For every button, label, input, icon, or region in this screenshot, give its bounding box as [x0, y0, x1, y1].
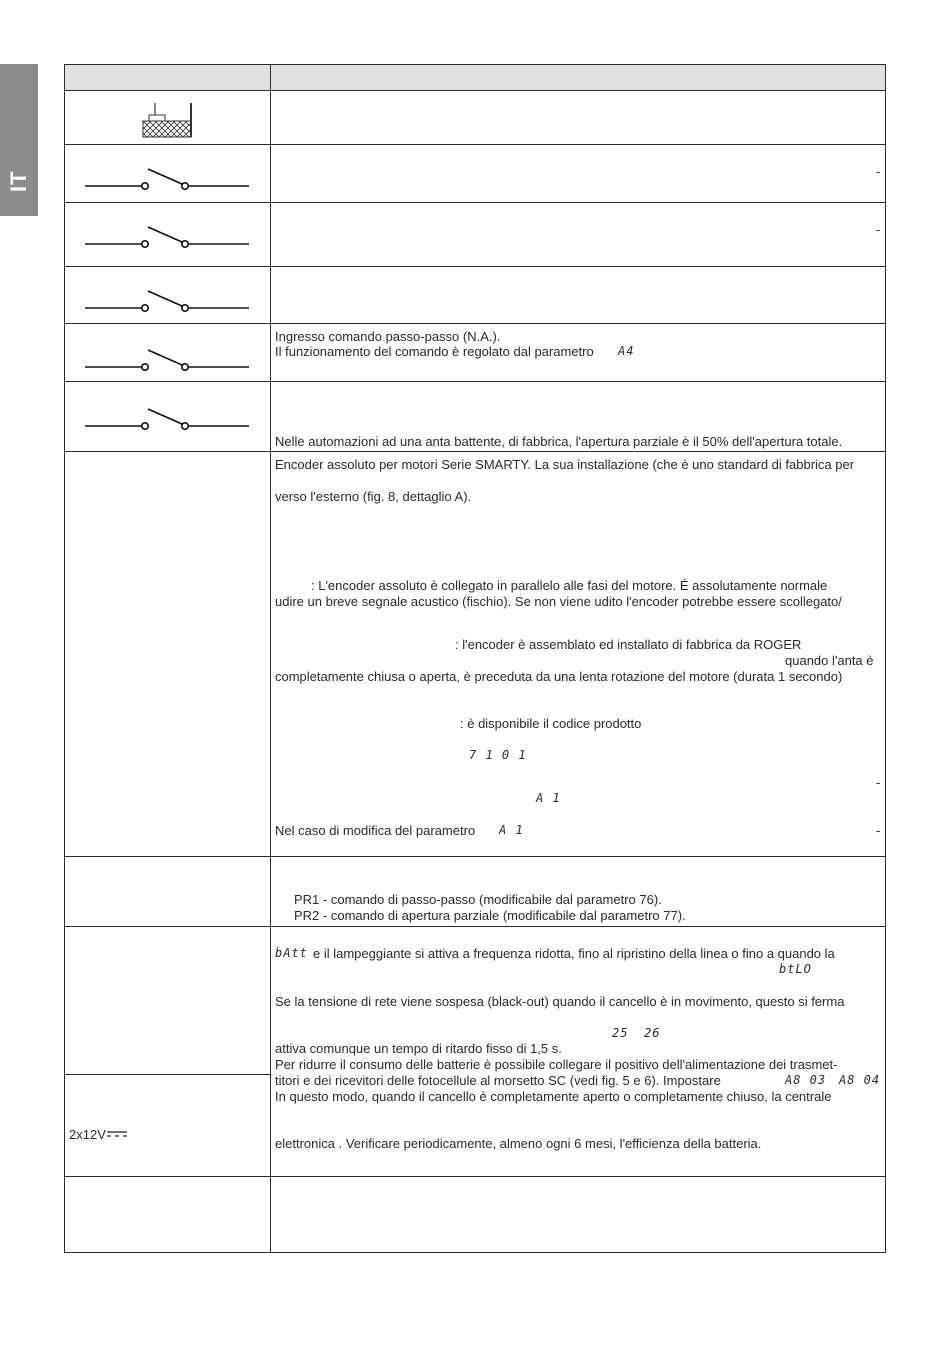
battery-line7: elettronica . Verificare periodicamente, almeno ogni 6 mesi, l'efficienza della batteria.: [275, 1136, 762, 1151]
table-row-desc: [270, 90, 886, 145]
param-code-26: 26: [644, 1026, 661, 1040]
antenna-terminal-icon: [141, 101, 197, 139]
encoder-line7: completamente chiusa o aperta, è preceduta da una lenta rotazione del motore (durata 1 secondo): [275, 669, 843, 684]
table-row-desc: [270, 926, 886, 1177]
switch-no-icon: [85, 348, 251, 370]
trailing-dash: -: [876, 823, 881, 838]
table-row: [64, 323, 271, 382]
table-row: [64, 926, 271, 1075]
table-row: [64, 451, 271, 857]
table-header-left: [64, 64, 271, 91]
battery-line6: In questo modo, quando il cancello è completamente aperto o completamente chiuso, la centrale: [275, 1089, 832, 1104]
param-code-a803: A8 03: [785, 1073, 827, 1087]
partial-desc: Nelle automazioni ad una anta battente, di fabbrica, l'apertura parziale è il 50% dell'apertura totale.: [275, 434, 843, 449]
table-row-desc: [270, 1176, 886, 1253]
battery-line4: Per ridurre il consumo delle batterie è possibile collegare il positivo dell'alimentazione dei trasmet-: [275, 1057, 838, 1072]
product-code: 7 1 0 1: [469, 748, 527, 762]
display-code-batt: bAtt: [275, 946, 308, 960]
switch-no-icon: [85, 289, 251, 311]
table-row: [64, 856, 271, 927]
battery-line2: Se la tensione di rete viene sospesa (black-out) quando il cancello è in movimento, questo si ferma: [275, 994, 845, 1009]
radio-line2: PR2 - comando di apertura parziale (modificabile dal parametro 77).: [294, 908, 686, 923]
encoder-line1: Encoder assoluto per motori Serie SMARTY. La sua installazione (che è uno standard di fabbrica per: [275, 457, 855, 472]
trailing-dash: -: [876, 222, 881, 237]
trailing-dash: -: [876, 164, 881, 179]
param-code-a4: A4: [618, 344, 635, 358]
switch-no-icon: [85, 225, 251, 247]
table-row: [64, 381, 271, 452]
encoder-line6: quando l'anta è: [785, 653, 874, 668]
battery-line1: e il lampeggiante si attiva a frequenza ridotta, fino al ripristino della linea o fino a quando la: [313, 946, 835, 961]
language-tab: [0, 64, 38, 216]
table-row: [64, 1074, 271, 1177]
display-code-btlo: btLO: [779, 962, 812, 976]
param-code-25: 25: [612, 1026, 629, 1040]
param-code-a1: A 1: [536, 791, 561, 805]
encoder-line3: : L'encoder assoluto è collegato in parallelo alle fasi del motore. É assolutamente normale: [311, 578, 828, 593]
table-row: [64, 266, 271, 324]
param-code-a1: A 1: [499, 823, 524, 837]
step-desc-line2: Il funzionamento del comando è regolato dal parametro: [275, 344, 594, 359]
dc-symbol-icon: [107, 1131, 129, 1139]
table-row: [64, 202, 271, 267]
encoder-line5: : l'encoder è assemblato ed installato di fabbrica da ROGER: [455, 637, 802, 652]
radio-line1: PR1 - comando di passo-passo (modificabile dal parametro 76).: [294, 892, 662, 907]
encoder-line9: Nel caso di modifica del parametro: [275, 823, 476, 838]
switch-no-icon: [85, 407, 251, 429]
param-code-a804: A8 04: [839, 1073, 881, 1087]
step-desc-line1: Ingresso comando passo-passo (N.A.).: [275, 329, 501, 344]
encoder-line8: : è disponibile il codice prodotto: [460, 716, 642, 731]
table-row-desc: [270, 451, 886, 857]
battery-voltage: 2x12V: [69, 1127, 106, 1142]
encoder-line4: udire un breve segnale acustico (fischio). Se non viene udito l'encoder potrebbe essere scollegato/: [275, 594, 842, 609]
battery-line3: attiva comunque un tempo di ritardo fisso di 1,5 s.: [275, 1041, 562, 1056]
table-row: [64, 144, 271, 203]
table-row-desc: [270, 202, 886, 267]
table-row: [64, 1176, 271, 1253]
battery-line5: titori e dei ricevitori delle fotocellule al morsetto SC (vedi fig. 5 e 6). Impostare: [275, 1073, 721, 1088]
table-row-desc: [270, 856, 886, 927]
table-row-desc: [270, 266, 886, 324]
trailing-dash: -: [876, 775, 881, 790]
table-row-desc: [270, 381, 886, 452]
language-tab-label: IT: [6, 170, 31, 192]
table-row-desc: [270, 144, 886, 203]
table-row: [64, 90, 271, 145]
encoder-line2: verso l'esterno (fig. 8, dettaglio A).: [275, 489, 472, 504]
switch-no-icon: [85, 167, 251, 189]
table-row-desc: [270, 323, 886, 382]
table-header-right: [270, 64, 886, 91]
